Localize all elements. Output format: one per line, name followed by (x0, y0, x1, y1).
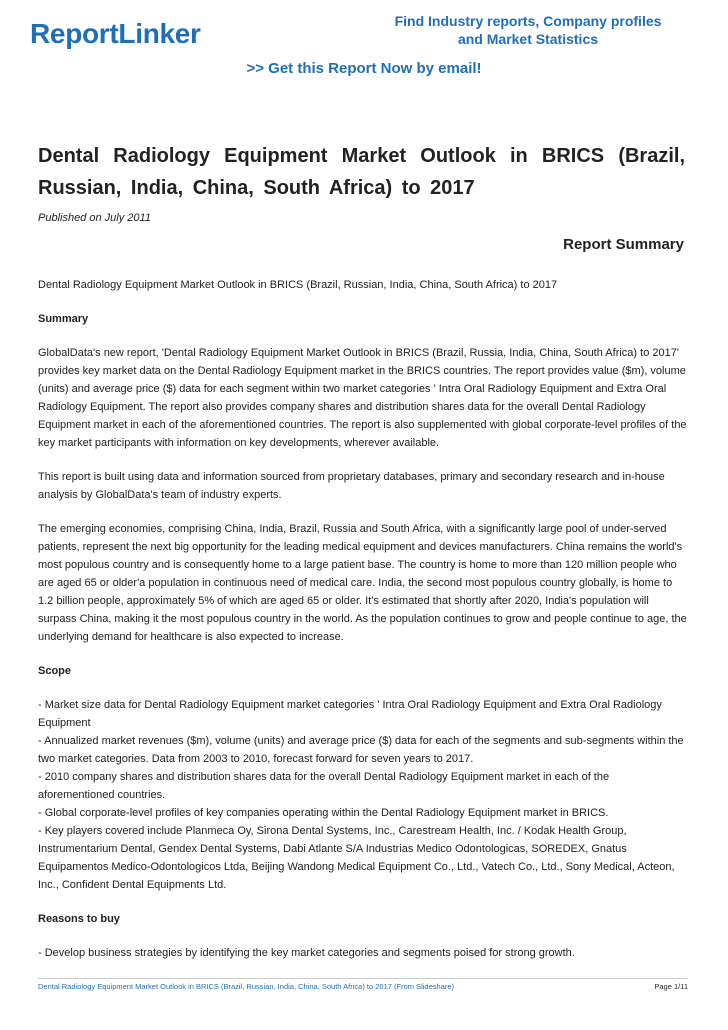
tagline-line-1: Find Industry reports, Company profiles (394, 13, 662, 29)
scope-item: - Annualized market revenues ($m), volume (units) and average price ($) data for each of the segments and sub-segments within the two market categories. Data from 2003 to 2010, forecast forward for seven years to 2017. (38, 735, 684, 765)
footer-source-link[interactable]: Dental Radiology Equipment Market Outlook in BRICS (Brazil, Russian, India, China, South Africa) to 2017 (From Slideshare) (38, 982, 455, 991)
reasons-item: - Develop business strategies by identifying the key market categories and segments poised for strong growth. (38, 947, 575, 959)
reasons-list (38, 944, 688, 962)
tagline-line-2: and Market Statistics (457, 31, 599, 47)
get-report-link[interactable]: >> Get this Report Now by email! (246, 60, 482, 77)
scope-item: - 2010 company shares and distribution shares data for the overall Dental Radiology Equipment market in each of the aforementioned countries. (38, 771, 610, 801)
published-date: Published on July 2011 (38, 212, 151, 224)
report-content (38, 276, 688, 978)
summary-paragraph-1: GlobalData's new report, 'Dental Radiology Equipment Market Outlook in BRICS (Brazil, Russia, India, China, South Africa) to 2017' provides key market data on the Dental Radiology Equipment market in the BRICS countries. The report provides value ($m), volume (units) and average price ($) data for each segment within two market categories ' Intra Oral Radiology Equipment and Extra Oral Radiology Equipment. The report also provides company shares and distribution shares data for the overall Dental Radiology Equipment market in each of the aforementioned countries. The report is also supplemented with global corporate-level profiles of the key market participants with information on key developments, wherever available. (38, 347, 687, 449)
scope-item: - Key players covered include Planmeca Oy, Sirona Dental Systems, Inc., Carestream Health, Inc. / Kodak Health Group, Instrumentarium Dental, Gendex Dental Systems, Dabi Atlante S/A Industrias Medico Odontologicas, SOREDEX, Gnatus Equipamentos Medico-Odontologicos Ltda, Beijing Wandong Medical Equipment Co., Ltd., Vatech Co., Ltd., Sony Medical, Acteon, Inc., Confident Dental Equipments Ltd. (38, 825, 675, 891)
header-tagline (378, 12, 678, 48)
intro-paragraph: Dental Radiology Equipment Market Outlook in BRICS (Brazil, Russian, India, China, South Africa) to 2017 (38, 279, 558, 291)
reasons-heading: Reasons to buy (38, 913, 120, 925)
scope-heading: Scope (38, 665, 72, 677)
summary-heading: Summary (38, 313, 89, 325)
summary-paragraph-2: This report is built using data and information sourced from proprietary databases, primary and secondary research and in-house analysis by GlobalData's team of industry experts. (38, 471, 665, 501)
scope-item: - Market size data for Dental Radiology Equipment market categories ' Intra Oral Radiology Equipment and Extra Oral Radiology Equipment (38, 699, 662, 729)
scope-item: - Global corporate-level profiles of key companies operating within the Dental Radiology Equipment market in BRICS. (38, 807, 609, 819)
report-summary-label: Report Summary (563, 236, 684, 253)
scope-list (38, 696, 688, 894)
summary-paragraph-3: The emerging economies, comprising China, India, Brazil, Russia and South Africa, with a significantly large pool of under-served patients, represent the next big opportunity for the leading medical equipment and devices manufacturers. China remains the world's most populous country and is consequently home to a large patient base. The country is home to more than 120 million people who are aged 65 or older'a population in continuous need of medical care. India, the second most populous country globally, is home to 1.2 billion people, approximately 5% of which are aged 65 or older. It's estimated that shortly after 2020, India's population will surpass China, making it the most populous country in the world. As the population continues to grow and people continue to age, the underlying demand for healthcare is also expected to increase. (38, 523, 687, 643)
report-title: Dental Radiology Equipment Market Outlook in BRICS (Brazil, Russian, India, China, South Africa) to 2017 (38, 145, 685, 199)
page-number: Page 1/11 (654, 982, 688, 991)
page-footer (38, 978, 688, 992)
reportlinker-logo[interactable]: ReportLinker (30, 18, 201, 49)
